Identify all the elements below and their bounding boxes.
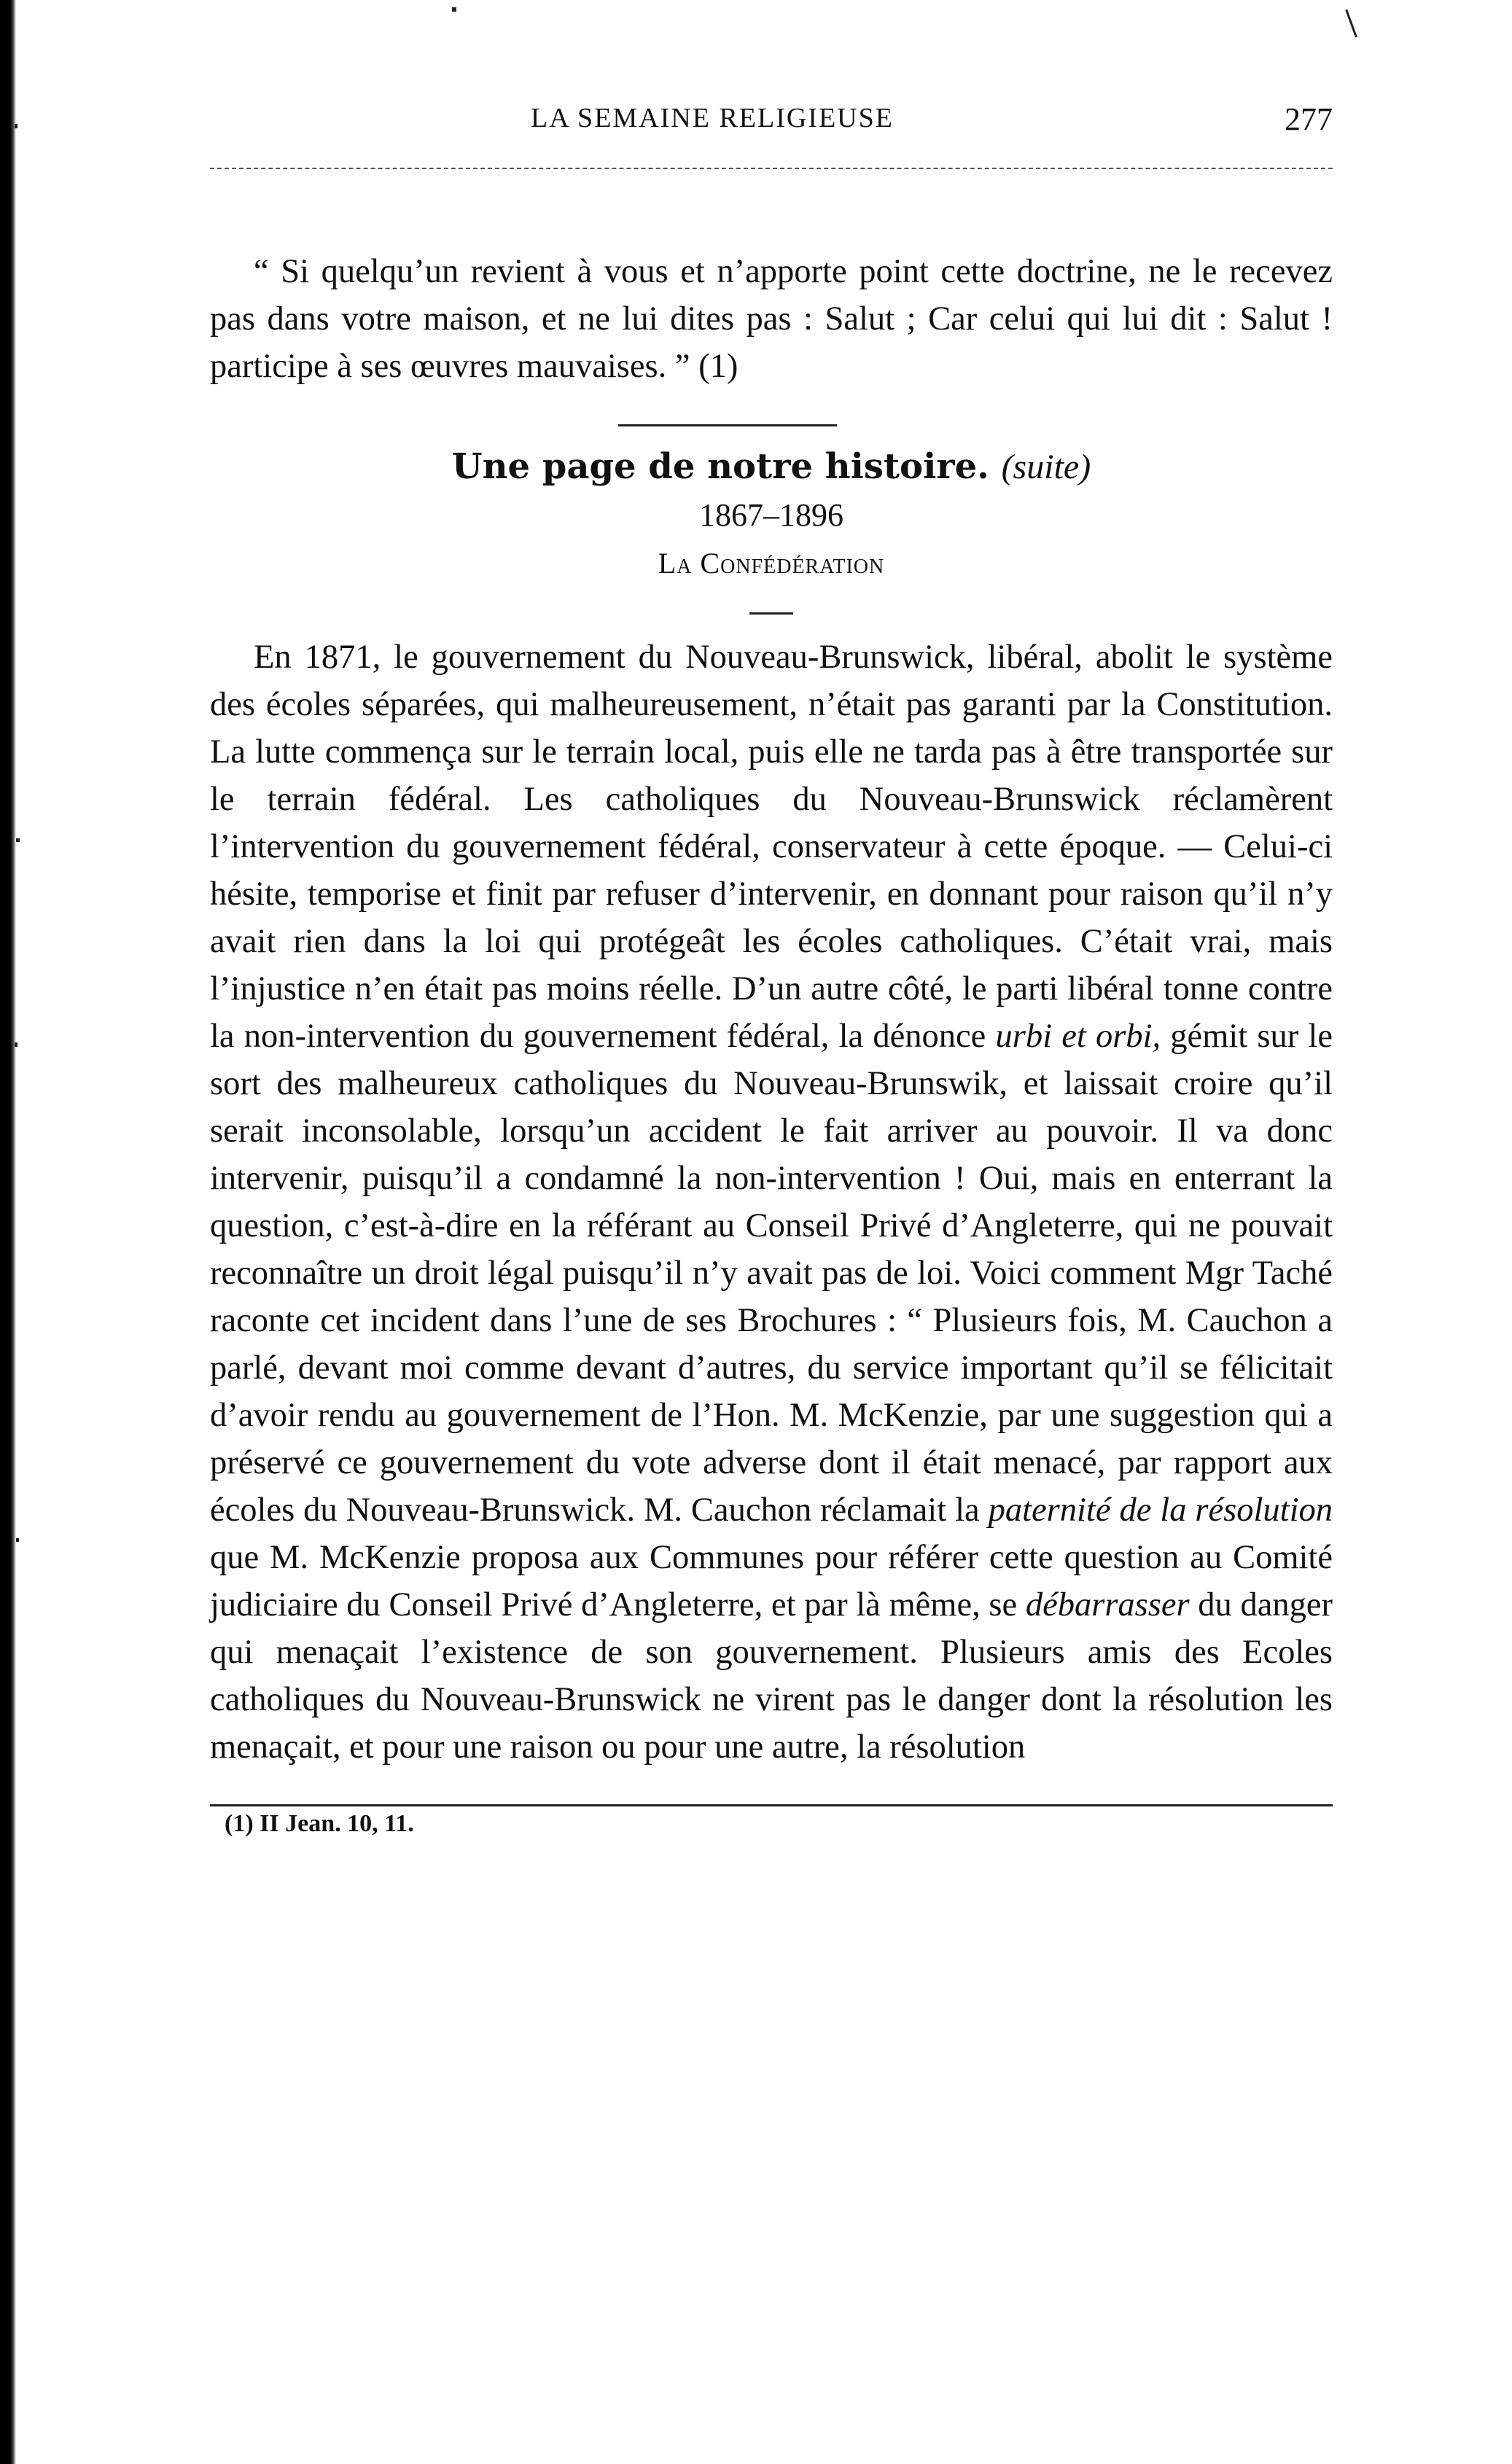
body-text-part-1: En 1871, le gouvernement du Nouveau-Brunswick, libéral, abolit le système des écoles séparées, qui malheureusement, n’était pas garanti par la Constitution. La lutte commença sur le terrain local, puis elle ne tarda pas à être transportée sur le terrain fédéral. Les catholiques du Nouveau-Brunswick réclamèrent l’intervention du gouvernement fédéral, conservateur à cette époque. — Celui-ci hésite, temporise et finit par refuser d’intervenir, en donnant pour raison qu’il n’y avait rien dans la loi qui protégeât les écoles catholiques. C’était vrai, mais l’injustice n’en était pas moins réelle. D’un autre côté, le parti libéral tonne contre la non-intervention du gouvernement fédéral, la dénonce (210, 638, 1333, 1055)
short-rule (749, 612, 793, 615)
body-italic-debarrasser: débarrasser (1025, 1586, 1190, 1623)
footnote: (1) II Jean. 10, 11. (225, 1810, 414, 1837)
page-number: 277 (1285, 101, 1333, 137)
scan-speck (452, 7, 456, 12)
section-subtitle: La Confédération (658, 546, 885, 580)
body-text-part-2: gémit sur le sort des malheureux catholiques du Nouveau-Brunswik, et laissait croire qu’il serait inconsolable, lorsqu’un accident le fait arriver au pouvoir. Il va donc intervenir, puisqu’il a condamné la non-intervention ! Oui, mais en enterrant la question, c’est-à-dire en la référant au Conseil Privé d’Angleterre, qui ne pouvait reconnaître un droit légal puisqu’il n’y avait pas de loi. Voici comment Mgr Taché raconte cet incident dans l’une de ses Brochures : “ Plusieurs fois, M. Cauchon a parlé, devant moi comme devant d’autres, du service important qu’il se félicitait d’avoir rendu au gouvernement de l’Hon. M. McKenzie, par une suggestion qui a préservé ce gouvernement du vote adverse dont il était menacé, par rapport aux écoles du Nouveau-Brunswick. M. Cauchon réclamait la (210, 1017, 1333, 1529)
scan-speck (1345, 9, 1357, 38)
quote-paragraph: “ Si quelqu’un revient à vous et n’apporte point cette doctrine, ne le recevez pas dans votre maison, et ne lui dites pas : Salut ; Car celui qui lui dit : Salut ! participe à ses œuvres mauvaises. ” (1) (210, 253, 1333, 385)
header-rule (210, 168, 1333, 169)
scan-speck (16, 1538, 19, 1542)
section-separator-rule (618, 424, 837, 426)
body-italic-paternite: paternité de la résolution (988, 1491, 1333, 1529)
section-title (210, 442, 1333, 491)
section-title-text: Une page de notre histoire. (451, 445, 989, 487)
scan-speck (16, 838, 20, 842)
scan-speck (15, 1042, 17, 1047)
body-text-part-3: que M. McKenzie proposa aux Communes pour référer cette question au Comité judiciaire du Conseil Privé d’Angleterre, et par là même, se (210, 1538, 1333, 1623)
section-title-suffix: (suite) (1001, 447, 1091, 486)
scan-edge-bar (0, 0, 16, 2464)
body-paragraph (210, 633, 1333, 1771)
page-header (210, 95, 1333, 153)
body-text-part-4: du danger qui menaçait l’existence de son gouvernement. Plusieurs amis des Ecoles catholiques du Nouveau-Brunswick ne virent pas le danger dont la résolution les menaçait, et pour une raison ou pour une autre, la résolution (210, 1586, 1333, 1766)
body-italic-urbi: urbi et orbi, (995, 1017, 1161, 1055)
footnote-rule (210, 1804, 1333, 1806)
document-page (210, 95, 1333, 1840)
section-years: 1867–1896 (699, 496, 843, 533)
scan-speck (15, 124, 17, 128)
running-title: LA SEMAINE RELIGIEUSE (531, 103, 894, 133)
